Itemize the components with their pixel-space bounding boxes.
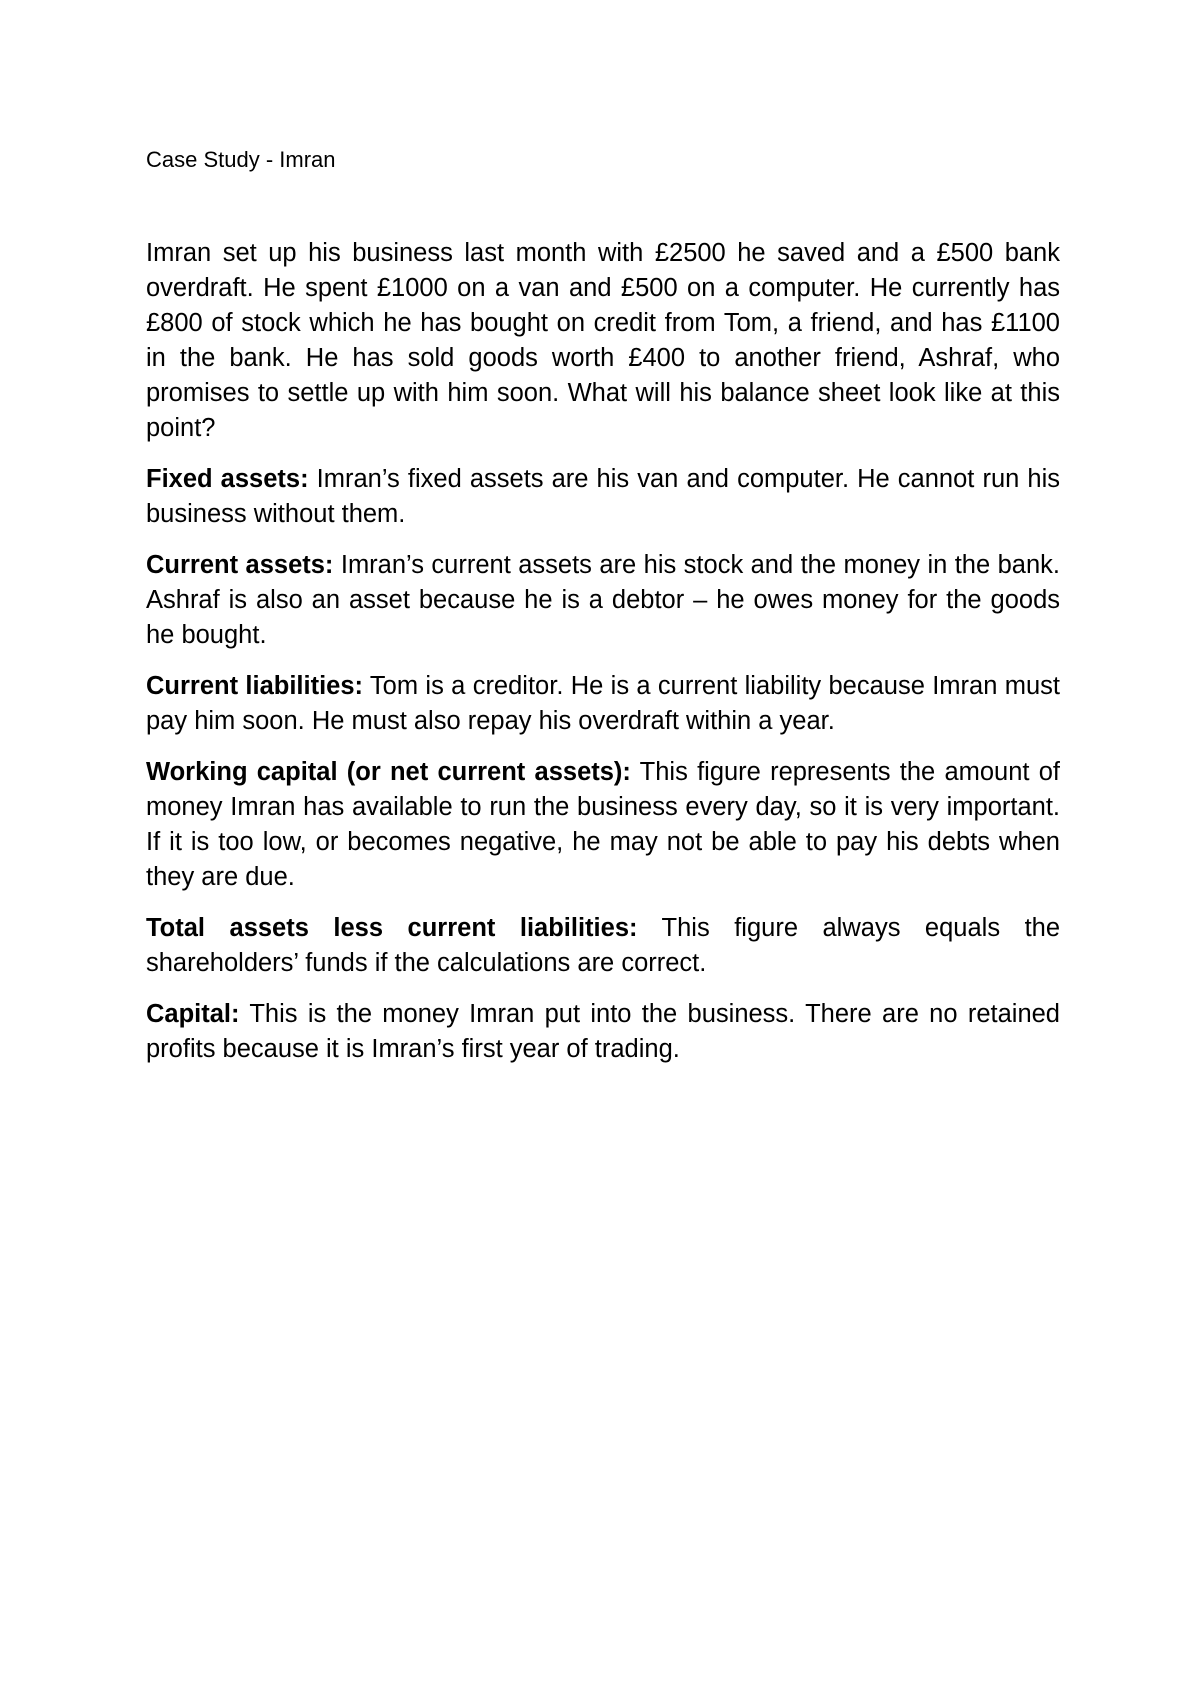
- section-text: Imran’s current assets are his stock and the money in the bank. Ashraf is also an asset because he is a debtor – he owes money for the goods he bought.: [146, 551, 1060, 649]
- section-text: This figure represents the amount of money Imran has available to run the business every day, so it is very important. If it is too low, or becomes negative, he may not be able to pay his debts when they are due.: [146, 758, 1060, 891]
- section-capital: [146, 997, 1060, 1067]
- section-fixed-assets: [146, 462, 1060, 532]
- intro-paragraph: Imran set up his business last month with £2500 he saved and a £500 bank overdraft. He spent £1000 on a van and £500 on a computer. He currently has £800 of stock which he has bought on credit from Tom, a friend, and has £1100 in the bank. He has sold goods worth £400 to another friend, Ashraf, who promises to settle up with him soon. What will his balance sheet look like at this point?: [146, 239, 1060, 442]
- section-term: Working capital (or net current assets):: [146, 758, 631, 786]
- section-total-assets-less-current-liabilities: [146, 911, 1060, 981]
- section-text: Imran’s fixed assets are his van and computer. He cannot run his business without them.: [146, 465, 1060, 528]
- section-term: Current assets:: [146, 551, 334, 579]
- section-term: Fixed assets:: [146, 465, 309, 493]
- section-current-liabilities: [146, 669, 1060, 739]
- section-term: Total assets less current liabilities:: [146, 914, 638, 942]
- section-working-capital: [146, 755, 1060, 895]
- document-title: Case Study - Imran: [146, 147, 336, 172]
- section-text: This figure always equals the shareholders’ funds if the calculations are correct.: [146, 914, 1061, 977]
- section-term: Current liabilities:: [146, 672, 364, 700]
- section-term: Capital:: [146, 1000, 240, 1028]
- section-text: Tom is a creditor. He is a current liability because Imran must pay him soon. He must also repay his overdraft within a year.: [146, 672, 1061, 735]
- section-text: This is the money Imran put into the business. There are no retained profits because it is Imran’s first year of trading.: [146, 1000, 1060, 1063]
- section-current-assets: [146, 548, 1060, 653]
- document-body: [146, 236, 1060, 1083]
